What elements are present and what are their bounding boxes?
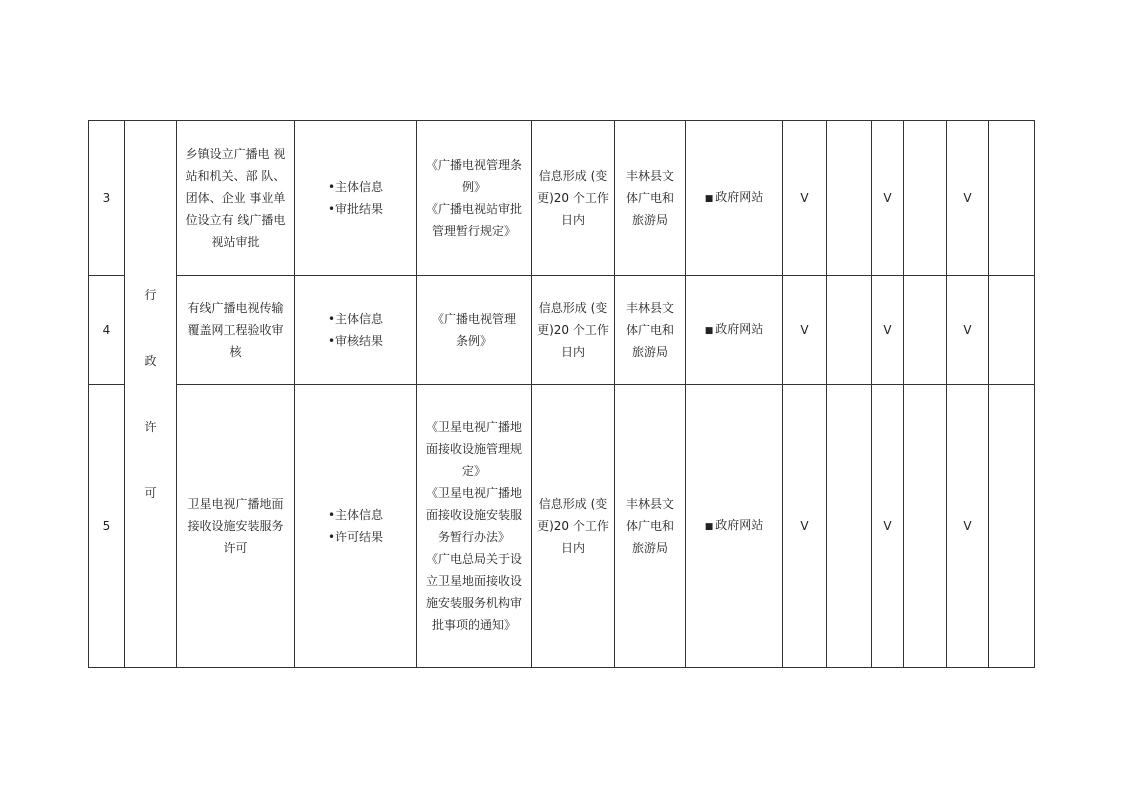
legal-basis: 《广播电视管理条 例》 《广播电视站审批 管理暂行规定》 (417, 121, 532, 276)
check-cell: V (947, 121, 989, 276)
disclosure-table (88, 120, 1035, 668)
check-cell (827, 385, 872, 668)
check-cell (989, 121, 1035, 276)
row-number: 5 (89, 385, 125, 668)
row-number: 3 (89, 121, 125, 276)
check-cell (904, 385, 947, 668)
square-bullet-icon: ■ (704, 194, 714, 204)
check-cell (827, 121, 872, 276)
table-row (89, 121, 1035, 276)
category-char: 政 (144, 354, 157, 368)
disclosure-channel: ■ 政府网站 (686, 385, 783, 668)
legal-basis: 《卫星电视广播地 面接收设施管理规 定》 《卫星电视广播地 面接收设施安装服 务暂行办法》 《广电总局关于设 立卫星地面接收设 施安装服务机构审 批事项的通知》 (417, 385, 532, 668)
disclosure-channel: ■ 政府网站 (686, 276, 783, 385)
item-name: 乡镇设立广播电 视 站和机关、部 队、 团体、企业 事业单 位设立有 线广播电 视站审批 (177, 121, 295, 276)
disclosure-content: •主体信息 •审批结果 (295, 121, 417, 276)
disclosure-period: 信息形成 (变 更)20 个工作 日内 (532, 385, 615, 668)
table-row (89, 276, 1035, 385)
disclosure-period: 信息形成 (变 更)20 个工作 日内 (532, 121, 615, 276)
check-cell (989, 385, 1035, 668)
category-char: 许 (144, 420, 157, 434)
check-cell: V (947, 276, 989, 385)
disclosure-channel: ■ 政府网站 (686, 121, 783, 276)
check-cell: V (872, 121, 904, 276)
check-cell (827, 276, 872, 385)
disclosure-period: 信息形成 (变 更)20 个工作 日内 (532, 276, 615, 385)
check-cell: V (872, 276, 904, 385)
category-char: 行 (144, 288, 157, 302)
disclosure-subject: 丰林县文 体广电和 旅游局 (615, 385, 686, 668)
check-cell (904, 121, 947, 276)
table-row (89, 385, 1035, 668)
check-cell (904, 276, 947, 385)
check-cell: V (872, 385, 904, 668)
check-cell: V (947, 385, 989, 668)
legal-basis: 《广播电视管理 条例》 (417, 276, 532, 385)
check-cell: V (783, 385, 827, 668)
disclosure-subject: 丰林县文 体广电和 旅游局 (615, 276, 686, 385)
check-cell: V (783, 276, 827, 385)
row-number: 4 (89, 276, 125, 385)
item-name: 卫星电视广播地面 接收设施安装服务 许可 (177, 385, 295, 668)
category-cell (125, 121, 177, 668)
disclosure-subject: 丰林县文 体广电和 旅游局 (615, 121, 686, 276)
square-bullet-icon: ■ (704, 326, 714, 336)
disclosure-content: •主体信息 •审核结果 (295, 276, 417, 385)
check-cell: V (783, 121, 827, 276)
item-name: 有线广播电视传输 覆盖网工程验收审 核 (177, 276, 295, 385)
disclosure-content: •主体信息 •许可结果 (295, 385, 417, 668)
square-bullet-icon: ■ (704, 522, 714, 532)
category-char: 可 (144, 486, 157, 500)
check-cell (989, 276, 1035, 385)
